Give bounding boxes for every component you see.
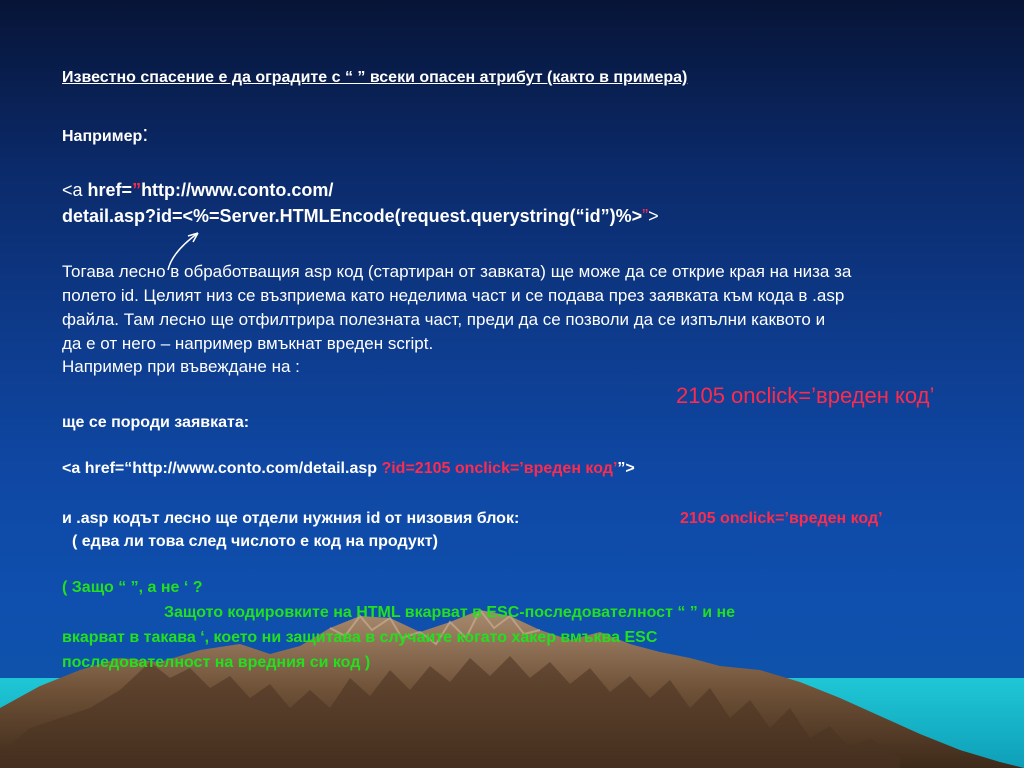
code-url-start: http://www.conto.com/ — [141, 180, 334, 200]
code-href: href= — [87, 180, 133, 200]
code-quote-red: ” — [132, 180, 142, 200]
request-start: <a href=“http://www.conto.com/detail.asp — [62, 460, 382, 477]
example-colon: : — [142, 121, 149, 146]
request-end: ”> — [617, 460, 635, 477]
input-example-line: Например при въвеждане на : — [62, 357, 300, 376]
example-label — [62, 121, 148, 147]
example-label-text: Например — [62, 128, 143, 145]
explanation-line-4: да е от него – например вмъкнат вреден script. — [62, 334, 434, 353]
product-code-note: ( едва ли това след числото е код на продукт) — [72, 533, 438, 550]
split-result-red: 2105 onclick=’вреден код’ — [680, 510, 883, 527]
code-close-tag: > — [648, 206, 659, 226]
explanation-line-2: полето id. Целият низ се възприема като неделима част и се подава през заявката към кода в .asp — [62, 286, 845, 305]
explanation-line-3: файла. Там лесно ще отфилтрира полезната част, преди да се позволи да се изпълни каквото и — [62, 310, 826, 329]
answer-line-2: вкарват в такава ‘, което ни защитава в случаите когато хакер вмъква ESC — [62, 629, 658, 646]
code-url-rest: detail.asp?id=<%=Server.HTMLEncode(request.querystring(“id”)%> — [62, 206, 643, 226]
request-label: ще се породи заявката: — [62, 414, 250, 431]
why-question: ( Защо “ ”, а не ‘ ? — [62, 579, 203, 596]
code-example-line-1 — [62, 180, 333, 201]
code-quote-end-red: ” — [642, 206, 649, 226]
code-example-request — [62, 460, 635, 478]
explanation-line-1: Тогава лесно в обработващия asp код (стартиран от завката) ще може да се открие края на низа за — [62, 262, 852, 281]
answer-line-1: Защото кодировките на HTML вкарват в ESC-последователност “ ” и не — [164, 604, 736, 621]
malicious-input-value: 2105 onclick=’вреден код’ — [676, 383, 935, 408]
code-open-tag: <a — [62, 180, 88, 200]
answer-line-3: последователност на вредния си код ) — [62, 654, 371, 671]
split-explanation: и .asp кодът лесно ще отдели нужния id от низовия блок: — [62, 510, 520, 527]
code-example-line-2 — [62, 206, 659, 227]
request-injected-part: ?id=2105 onclick=’вреден код’ — [381, 460, 618, 477]
slide-heading: Известно спасение е да оградите с “ ” всеки опасен атрибут (както в примера) — [62, 69, 688, 86]
